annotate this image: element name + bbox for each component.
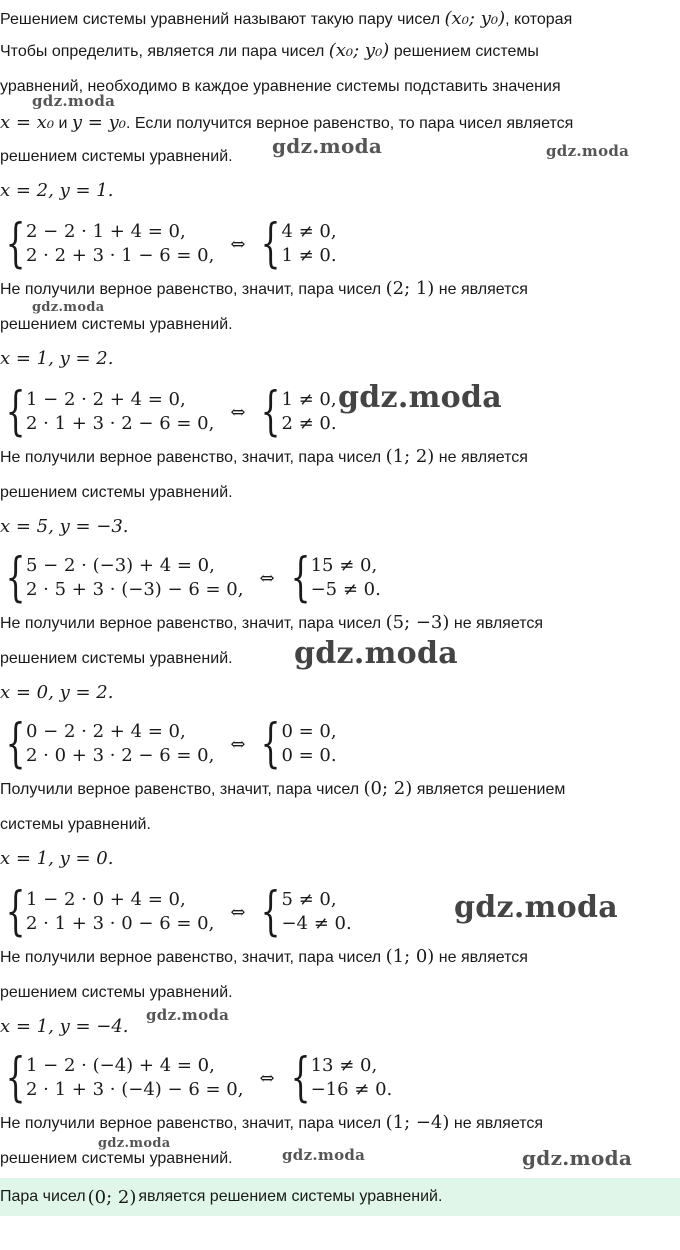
case-3-system (0, 550, 381, 606)
conclusion-text: не является (434, 281, 528, 298)
case-6-values: x = 1, y = −4. (0, 1016, 129, 1037)
watermark: gdz.moda (98, 1136, 171, 1151)
equation: 1 − 2 · 0 + 4 = 0, (26, 889, 186, 910)
equation: 0 − 2 · 2 + 4 = 0, (26, 721, 186, 742)
conclusion-text: Не получили верное равенство, значит, пара чисел (0, 449, 386, 466)
math-pair: (x₀; y₀) (444, 8, 506, 29)
equivalence-symbol: ⇔ (230, 733, 246, 755)
math-pair: (1; −4) (385, 1112, 450, 1133)
result: −16 ≠ 0. (310, 1079, 393, 1100)
watermark: gdz.moda (294, 636, 459, 671)
result: 13 ≠ 0, (310, 1055, 378, 1076)
left-brace: { (5, 714, 26, 774)
case-5-values: x = 1, y = 0. (0, 848, 114, 869)
watermark: gdz.moda (146, 1006, 230, 1024)
left-brace: { (261, 714, 281, 774)
conclusion-text: является решением (412, 781, 566, 798)
conclusion-text: не является (449, 1115, 544, 1132)
left-brace: { (5, 882, 26, 942)
case-1-conclusion-2: решением системы уравнений. (0, 316, 233, 333)
answer-text: Пара чисел (0, 1188, 86, 1205)
intro-text: Решением системы уравнений называют такую пару чисел (0, 11, 445, 28)
case-1-system (0, 216, 337, 272)
equivalence-symbol: ⇔ (259, 1067, 275, 1089)
equivalence-symbol: ⇔ (259, 567, 275, 589)
left-brace: { (261, 214, 281, 274)
conclusion-text: не является (434, 449, 528, 466)
case-2-system (0, 384, 337, 440)
left-brace: { (290, 1048, 311, 1108)
case-4-values: x = 0, y = 2. (0, 682, 114, 703)
case-4-conclusion-1 (0, 778, 680, 801)
result: −4 ≠ 0. (281, 913, 352, 934)
case-1-values: x = 2, y = 1. (0, 180, 114, 201)
math-pair: (2; 1) (385, 278, 435, 299)
case-5-conclusion-1 (0, 946, 680, 969)
intro-text: решением системы (389, 43, 539, 60)
equation: 2 · 1 + 3 · (−4) − 6 = 0, (26, 1079, 244, 1100)
case-6-system (0, 1050, 392, 1106)
result: 4 ≠ 0, (281, 221, 337, 242)
result: 15 ≠ 0, (310, 555, 378, 576)
case-5-system (0, 884, 352, 940)
case-2-conclusion-1 (0, 446, 680, 469)
result: 2 ≠ 0. (281, 413, 337, 434)
left-brace: { (5, 214, 26, 274)
result: −5 ≠ 0. (310, 579, 381, 600)
result: 1 ≠ 0. (281, 245, 337, 266)
case-3-conclusion-2: решением системы уравнений. (0, 650, 233, 667)
equation: 1 − 2 · 2 + 4 = 0, (26, 389, 186, 410)
equation: 2 · 5 + 3 · (−3) − 6 = 0, (26, 579, 244, 600)
left-brace: { (5, 382, 26, 442)
watermark: gdz.moda (32, 92, 116, 110)
equation: 1 − 2 · (−4) + 4 = 0, (26, 1055, 215, 1076)
case-4-conclusion-2: системы уравнений. (0, 816, 151, 833)
intro-line-5: решением системы уравнений. (0, 148, 233, 165)
case-2-values: x = 1, y = 2. (0, 348, 114, 369)
equation: 2 · 0 + 3 · 2 − 6 = 0, (26, 745, 215, 766)
conclusion-text: Не получили верное равенство, значит, пара чисел (0, 1115, 386, 1132)
case-6-conclusion-1 (0, 1112, 680, 1135)
math-expr: x = x₀ (0, 112, 55, 133)
intro-text: и (54, 115, 72, 132)
watermark: gdz.moda (522, 1146, 633, 1170)
watermark: gdz.moda (32, 300, 105, 315)
case-4-system (0, 716, 337, 772)
watermark: gdz.moda (454, 890, 619, 925)
math-pair: (5; −3) (385, 612, 450, 633)
equivalence-symbol: ⇔ (230, 401, 246, 423)
equation: 2 · 1 + 3 · 0 − 6 = 0, (26, 913, 215, 934)
conclusion-text: Не получили верное равенство, значит, пара чисел (0, 615, 386, 632)
left-brace: { (261, 882, 281, 942)
left-brace: { (5, 548, 26, 608)
math-pair: (0; 2) (87, 1186, 137, 1208)
answer-box (0, 1178, 680, 1216)
equivalence-symbol: ⇔ (230, 233, 246, 255)
intro-text: Чтобы определить, является ли пара чисел (0, 43, 329, 60)
intro-line-3: уравнений, необходимо в каждое уравнение системы подставить значения (0, 78, 561, 95)
math-expr: y = y₀ (71, 112, 126, 133)
conclusion-text: Получили верное равенство, значит, пара чисел (0, 781, 364, 798)
equation: 2 · 2 + 3 · 1 − 6 = 0, (26, 245, 215, 266)
case-6-conclusion-2: решением системы уравнений. (0, 1150, 233, 1167)
watermark: gdz.moda (282, 1146, 366, 1164)
math-pair: (1; 2) (385, 446, 435, 467)
equation: 5 − 2 · (−3) + 4 = 0, (26, 555, 215, 576)
watermark: gdz.moda (546, 142, 630, 160)
case-5-conclusion-2: решением системы уравнений. (0, 984, 233, 1001)
result: 1 ≠ 0, (281, 389, 337, 410)
math-pair: (0; 2) (363, 778, 413, 799)
conclusion-text: Не получили верное равенство, значит, пара чисел (0, 949, 386, 966)
case-3-conclusion-1 (0, 612, 680, 635)
result: 0 = 0, (281, 721, 337, 742)
intro-text: , которая (505, 11, 573, 28)
left-brace: { (261, 382, 281, 442)
equation: 2 · 1 + 3 · 2 − 6 = 0, (26, 413, 215, 434)
intro-line-4 (0, 112, 680, 135)
intro-text: . Если получится верное равенство, то пара чисел является (125, 115, 574, 132)
conclusion-text: Не получили верное равенство, значит, пара чисел (0, 281, 386, 298)
watermark: gdz.moda (272, 134, 383, 158)
result: 5 ≠ 0, (281, 889, 337, 910)
conclusion-text: не является (449, 615, 544, 632)
math-pair: (x₀; y₀) (328, 40, 390, 61)
watermark: gdz.moda (338, 380, 503, 415)
conclusion-text: не является (434, 949, 528, 966)
intro-line-2 (0, 40, 680, 63)
result: 0 = 0. (281, 745, 337, 766)
left-brace: { (290, 548, 311, 608)
math-pair: (1; 0) (385, 946, 435, 967)
equation: 2 − 2 · 1 + 4 = 0, (26, 221, 186, 242)
case-1-conclusion-1 (0, 278, 680, 301)
case-3-values: x = 5, y = −3. (0, 516, 129, 537)
intro-line-1 (0, 8, 680, 31)
case-2-conclusion-2: решением системы уравнений. (0, 484, 233, 501)
equivalence-symbol: ⇔ (230, 901, 246, 923)
left-brace: { (5, 1048, 26, 1108)
answer-text: является решением системы уравнений. (138, 1188, 443, 1205)
